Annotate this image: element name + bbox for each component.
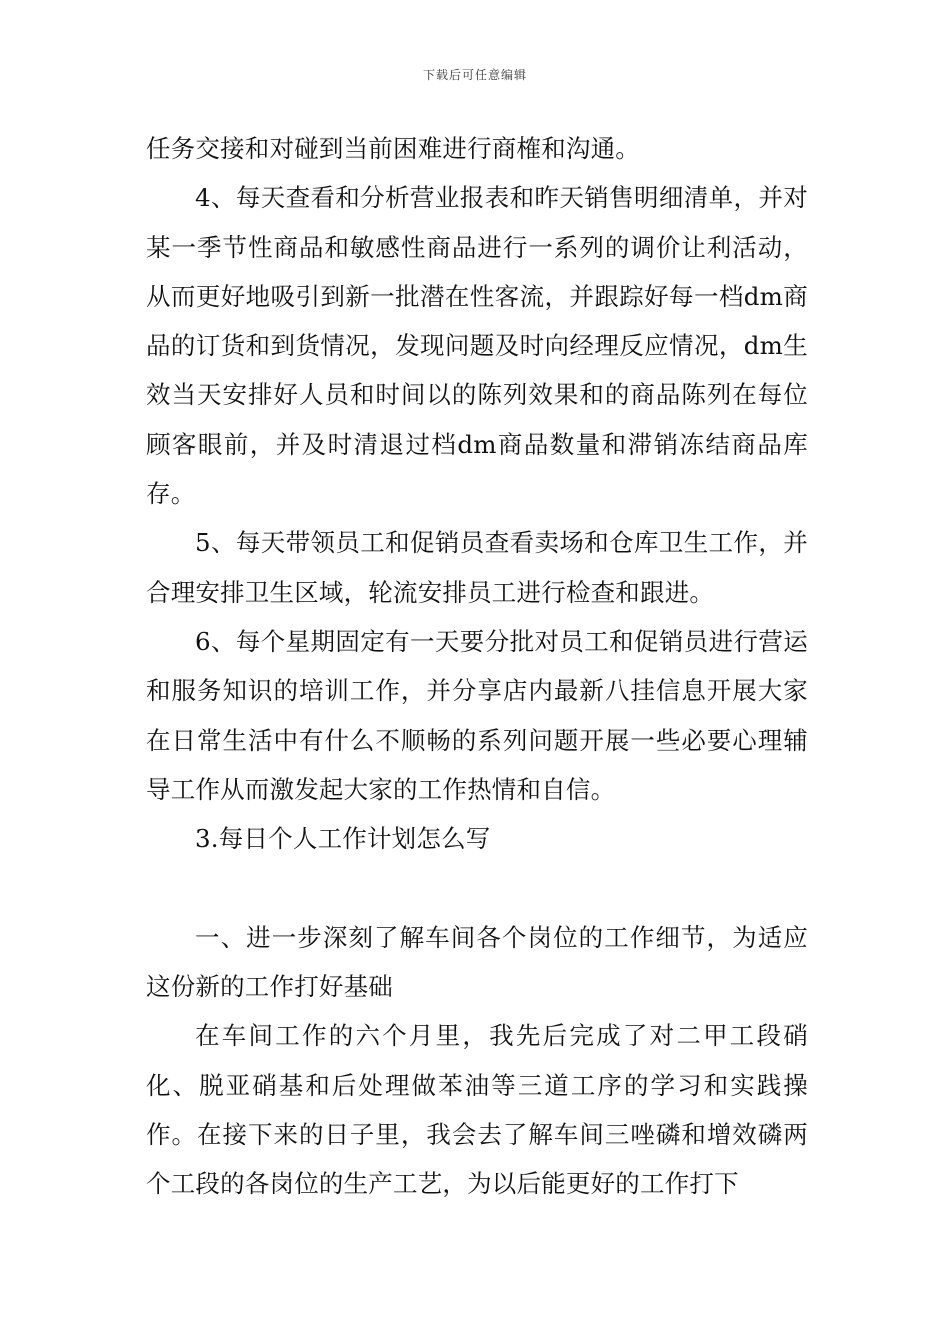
paragraph-body: 在车间工作的六个月里，我先后完成了对二甲工段硝化、脱亚硝基和后处理做苯油等三道工序的学习和实践操作。在接下来的日子里，我会去了解车间三唑磷和增效磷两个工段的各岗位的生产工艺，为以后能更好的工作打下	[146, 1021, 808, 1199]
paragraph-item-6: 6、每个星期固定有一天要分批对员工和促销员进行营运和服务知识的培训工作，并分享店内最新八挂信息开展大家在日常生活中有什么不顺畅的系列问题开展一些必要心理辅导工作从而激发起大家的工作热情和自信。	[146, 626, 808, 804]
document-body	[146, 124, 808, 1209]
paragraph-item-5: 5、每天带领员工和促销员查看卖场和仓库卫生工作，并合理安排卫生区域，轮流安排员工进行检查和跟进。	[146, 528, 808, 607]
header-note: 下载后可任意编辑	[422, 68, 527, 82]
paragraph-continuation: 任务交接和对碰到当前困难进行商榷和沟通。	[146, 134, 640, 163]
paragraph-item-4: 4、每天查看和分析营业报表和昨天销售明细清单，并对某一季节性商品和敏感性商品进行一系列的调价让利活动，从而更好地吸引到新一批潜在性客流，并跟踪好每一档dm商品的订货和到货情况，发现问题及时向经理反应情况，dm生效当天安排好人员和时间以的陈列效果和的商品陈列在每位顾客眼前，并及时清退过档dm商品数量和滞销冻结商品库存。	[146, 183, 808, 509]
blank-line	[146, 863, 808, 912]
section-heading: 3.每日个人工作计划怎么写	[195, 824, 491, 854]
subsection-heading: 一、进一步深刻了解车间各个岗位的工作细节，为适应这份新的工作打好基础	[146, 922, 808, 1002]
